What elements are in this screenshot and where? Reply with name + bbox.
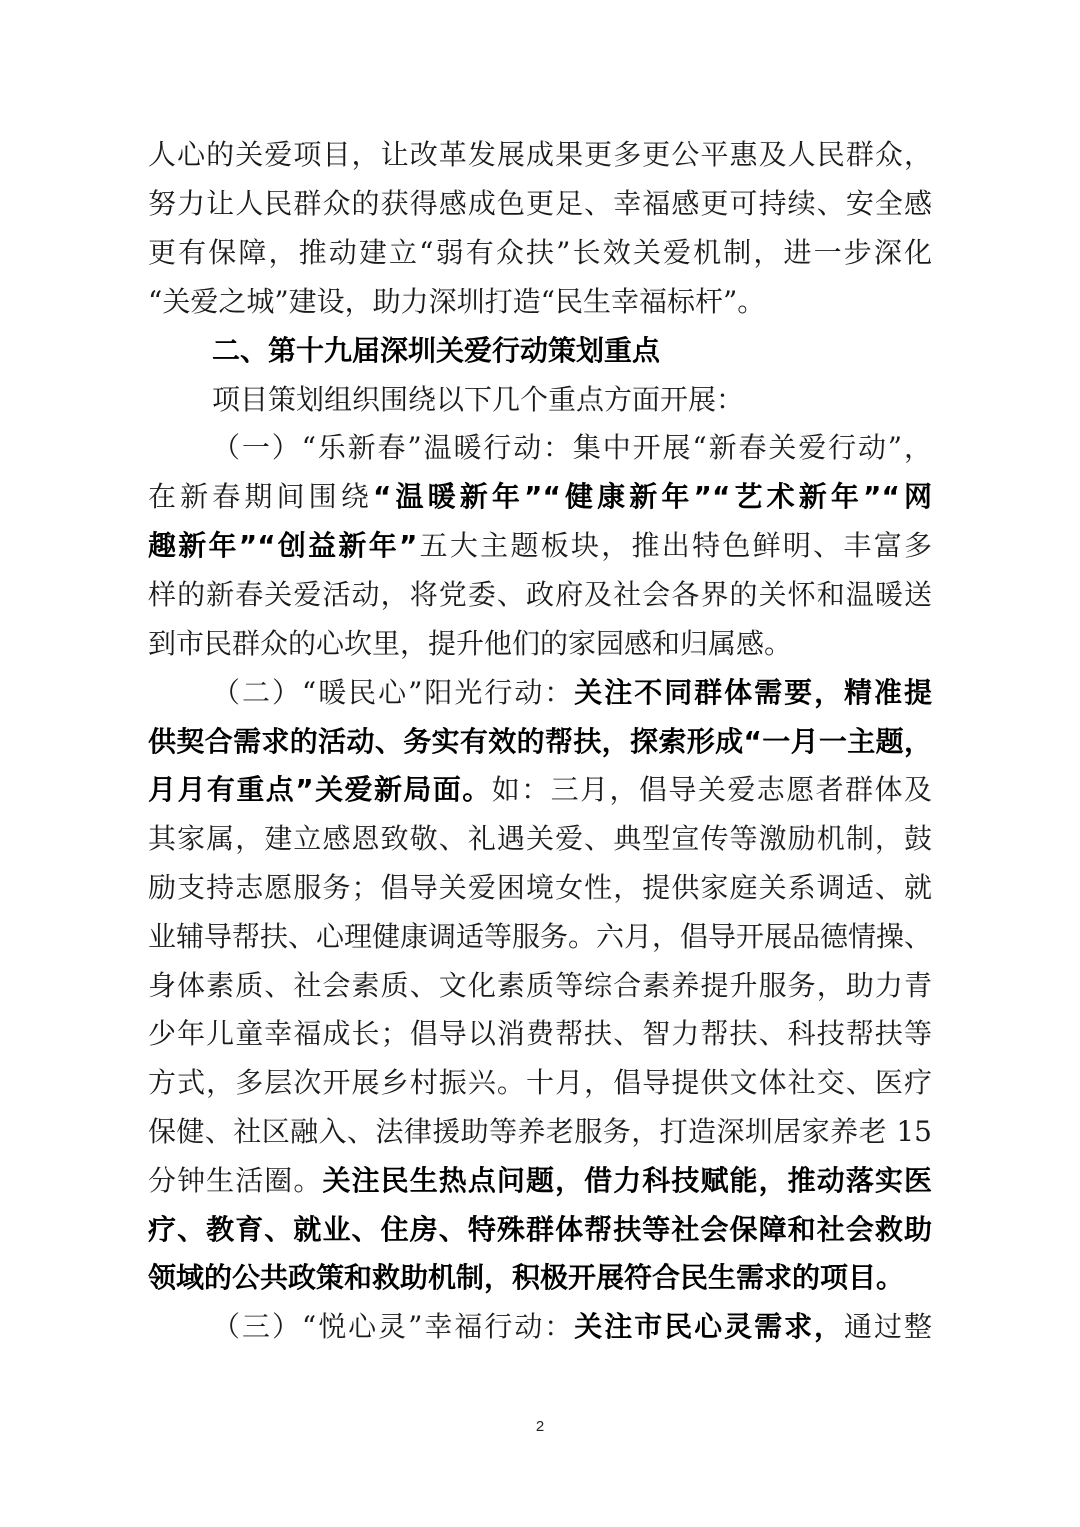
paragraph-line [148, 722, 932, 762]
bold-text: 趣新年”“创益新年” [148, 529, 418, 562]
section-heading: 二、第十九届深圳关爱行动策划重点 [212, 334, 661, 367]
text: 在新春期间围绕 [148, 480, 373, 513]
paragraph-line [148, 1258, 932, 1298]
paragraph-line [212, 380, 932, 420]
text: 到市民群众的心坎里，提升他们的家园感和归属感。 [148, 627, 793, 660]
text: 少年儿童幸福成长；倡导以消费帮扶、智力帮扶、科技帮扶等 [148, 1017, 932, 1050]
text: 通过整 [844, 1310, 932, 1343]
bold-text: 关注不同群体需要，精准提 [574, 676, 932, 709]
paragraph-line [148, 966, 932, 1006]
bold-text: 关注民生热点问题，借力科技赋能，推动落实医 [322, 1164, 932, 1197]
bold-text: 供契合需求的活动、务实有效的帮扶，探索形成“一月一主题， [148, 725, 932, 758]
text: 人心的关爱项目，让改革发展成果更多更公平惠及人民群众， [148, 138, 932, 171]
paragraph-line [148, 1112, 932, 1152]
text: 更有保障，推动建立“弱有众扶”长效关爱机制，进一步深化 [148, 236, 932, 269]
paragraph-line [148, 184, 932, 224]
text: 分钟生活圈。 [148, 1164, 323, 1197]
text: （一）“乐新春”温暖行动：集中开展“新春关爱行动”， [212, 431, 932, 464]
paragraph-line [148, 1063, 932, 1103]
text: （三）“悦心灵”幸福行动： [212, 1310, 575, 1343]
paragraph-line [148, 575, 932, 615]
text: 业辅导帮扶、心理健康调适等服务。六月，倡导开展品德情操、 [148, 920, 933, 953]
paragraph-line [148, 770, 932, 810]
paragraph-line [148, 1014, 932, 1054]
paragraph-line [148, 1161, 932, 1201]
bold-text: 月月有重点”关爱新局面。 [148, 773, 492, 806]
text: （二）“暖民心”阳光行动： [212, 676, 575, 709]
paragraph-line [148, 917, 932, 957]
paragraph-line [148, 868, 932, 908]
paragraph-line [148, 135, 932, 175]
text: 方式，多层次开展乡村振兴。十月，倡导提供文体社交、医疗 [148, 1066, 932, 1099]
bold-text: 关注市民心灵需求， [574, 1310, 845, 1343]
text: 励支持志愿服务；倡导关爱困境女性，提供家庭关系调适、就 [148, 871, 932, 904]
page-number: 2 [535, 1418, 545, 1435]
subsection-title-line [212, 673, 932, 713]
text: “关爱之城”建设，助力深圳打造“民生幸福标杆”。 [148, 285, 766, 318]
paragraph-line [148, 233, 932, 273]
subsection-title-line [212, 428, 932, 468]
paragraph-line [148, 624, 932, 664]
paragraph-line [148, 819, 932, 859]
text: 保健、社区融入、法律援助等养老服务，打造深圳居家养老 15 [148, 1115, 932, 1148]
text: 样的新春关爱活动，将党委、政府及社会各界的关怀和温暖送 [148, 578, 932, 611]
paragraph-line [148, 282, 932, 322]
text: 项目策划组织围绕以下几个重点方面开展： [212, 383, 745, 416]
text: 努力让人民群众的获得感成色更足、幸福感更可持续、安全感 [148, 187, 932, 220]
text: 其家属，建立感恩致敬、礼遇关爱、典型宣传等激励机制，鼓 [148, 822, 932, 855]
bold-text: 领域的公共政策和救助机制，积极开展符合民生需求的项目。 [148, 1261, 905, 1294]
subsection-title-line [212, 1307, 932, 1347]
text: 身体素质、社会素质、文化素质等综合素养提升服务，助力青 [148, 969, 932, 1002]
text: 如：三月，倡导关爱志愿者群体及 [491, 773, 932, 806]
paragraph-line [148, 526, 932, 566]
bold-text: 疗、教育、就业、住房、特殊群体帮扶等社会保障和社会救助 [148, 1213, 932, 1246]
bold-text: “温暖新年”“健康新年”“艺术新年”“网 [372, 480, 932, 513]
paragraph-line [148, 1210, 932, 1250]
paragraph-line [148, 477, 932, 517]
text: 五大主题板块，推出特色鲜明、丰富多 [417, 529, 932, 562]
